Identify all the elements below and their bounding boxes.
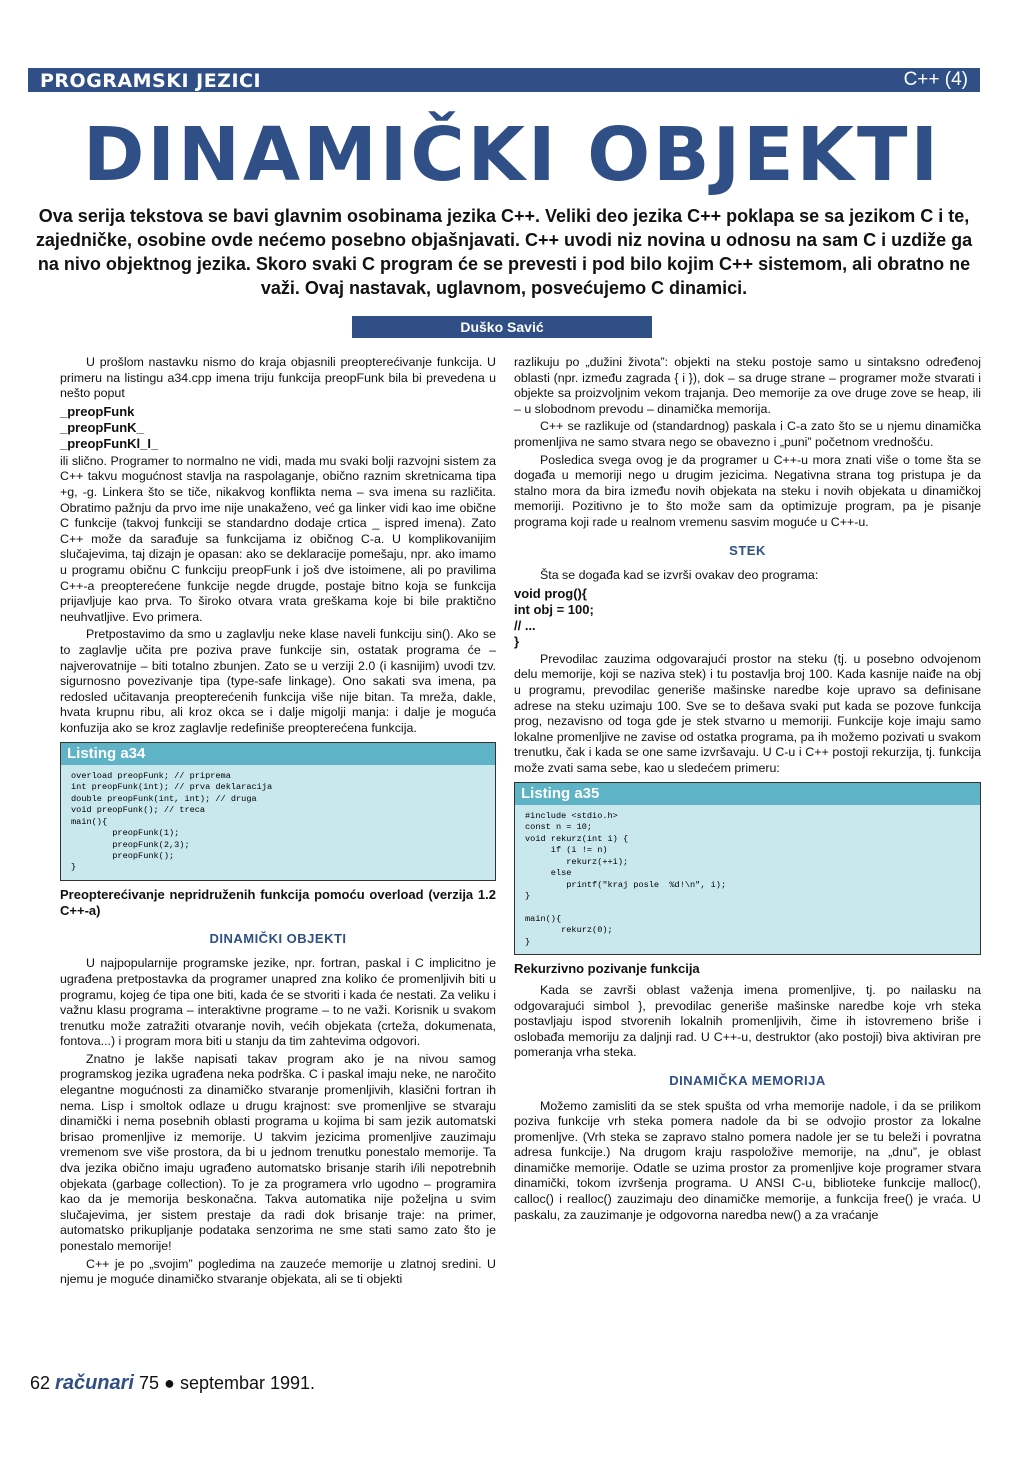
- code-line: void prog(){: [514, 585, 587, 601]
- article-title: DINAMIČKI OBJEKTI: [82, 112, 942, 198]
- listing-caption: Preopterećivanje nepridruženih funkcija pomoću overload (verzija 1.2 C++-a): [60, 886, 496, 918]
- listing-caption: Rekurzivno pozivanje funkcija: [514, 960, 700, 976]
- listing-code: #include <stdio.h> const n = 10; void rekurz(int i) { if (i != n) rekurz(++i); else printf("kraj posle %d!\n", i); } main(){ rekurz(0); }: [515, 805, 980, 954]
- code-example: [514, 586, 981, 650]
- listing-title: Listing a34: [61, 743, 495, 765]
- section-label: PROGRAMSKI JEZICI: [40, 70, 262, 92]
- paragraph: C++ je po „svojim” pogledima na zauzeće memorije u zlatnoj sredini. U njemu je moguće dinamičko stvaranje objekata, ali se ti objekti: [60, 1256, 496, 1287]
- page-number: 62: [30, 1373, 51, 1393]
- listing-title: Listing a35: [515, 783, 980, 805]
- paragraph: Šta se događa kad se izvrši ovakav deo programa:: [540, 568, 819, 583]
- listing-a35: [514, 782, 981, 954]
- paragraph: Prevodilac zauzima odgovarajući prostor na steku (tj. u posebno odvojenom delu memorije, koji se naziva stek) i tu postavlja broj 100. Kada kasnije naiđe na obj u programu, prevodilac generiše mašinske naredbe koje upravo sa definisane adrese na steku uzimaju 100. Sve se to dešava svaki put kada se pozove funkcija prog, nezavisno od toga gde je stek stvarno u memoriji. Funkcije koje imaju samo lokalne promenljive ne zavise od ostatka programa, pa ih možemo pozivati u svakom trenutku, čak i kada se one same izvršavaju. U C-u i C++ postoji rekurzija, tj. funkcija može zvati sama sebe, kao u sledećem primeru:: [514, 651, 981, 775]
- paragraph: U najpopularnije programske jezike, npr. fortran, paskal i C implicitno je ugrađena pretpostavka da programer unapred zna koliko će promenljivih biti u programu, kojeg će tipa one biti, kada će se stvoriti i kada će nestati. Za veliku i važnu klasu programa – interaktivne programe – to ne važi. Korisnik u svakom trenutku može zatražiti otvaranje novih, većih objekata (crteža, dokumenata, fontova...) i program mora biti u stanju da tim zahtevima odgovori.: [60, 956, 496, 1049]
- subheading: DINAMIČKA MEMORIJA: [669, 1072, 826, 1088]
- subheading: DINAMIČKI OBJEKTI: [209, 930, 347, 946]
- listing-code: overload preopFunk; // priprema int preopFunk(int); // prva deklaracija double preopFunk(int, int); // druga void preopFunk(); // treca main(){ preopFunk(1); preopFunk(2,3); preopFunk(); }: [61, 765, 495, 880]
- paragraph: ili slično. Programer to normalno ne vidi, mada mu svaki bolji razvojni sistem za C++ takvu mogućnost stavlja na raspolaganje, obično raznim skretnicama tipa +g, -g. Linkera što se tiče, nikakvog konflikta nema – sva imena su različita. Obratimo pažnju da prvo ime nije unakaženo, već ga linker vidi kao ime obične C funkcije (takvoj funkciji se standardno dodaje crtica _ ispred imena). Zato C++ može da sarađuje sa funkcijama iz običnog C-a. U komplikovanijim slučajevima, taj dizajn je opasan: ako se deklaracije pomešaju, npr. ako imamo u programu običnu C funkciju preopFunk i još dve istoimene, ali po pravilima C++-a preopterećene funkcije negde drugde, postaje bitno koja se funkcija prijavljuje kao prva. To široko otvara vrata greškama koje bi bile praktično neuhvatljive. Evo primera.: [60, 453, 496, 624]
- article-lead: Ova serija tekstova se bavi glavnim osobinama jezika C++. Veliki deo jezika C++ poklapa se sa jezikom C i te, zajedničke, osobine ovde nećemo posebno objašnjavati. C++ uvodi niz novina u odnosu na sam C i uzdiže ga na nivo objektnog jezika. Skoro svaki C program će se prevesti i pod bilo kojim C++ sistemom, ali obratno ne važi. Ovaj nastavak, uglavnom, posvećujemo C dinamici.: [35, 206, 973, 298]
- code-line: int obj = 100;: [514, 601, 594, 617]
- paragraph: Znatno je lakše napisati takav program ako je na nivou samog programskog jezika ugrađena neka podrška. C i paskal imaju neke, ne naročito elegantne mogućnosti za dinamičko stvaranje promenljivih, klasični fortran ih nema. Lisp i smoltok odlaze u drugu krajnost: sve promenljive se stvaraju dinamički i nema posebnih oblasti programa u kojima bi sam jezik automatski brisao promenljive iz memorije. U takvim jezicima promenljive zauzimaju vremenom sve više prostora, da bi u jednom trenutku ponestalo memorije. Ta dva jezika obično imaju ugrađeno automatsko brisanje starih i/ili nepotrebnih objekata (garbage collection). To je za programera vrlo ugodno – programira kao da je memorija beskonačna. Takva automatika nije poželjna u svim slučajevima, jer sistem prestaje da radi dok brisanje traje: na primer, automatsko prikupljanje podataka senzorima ne sme stati samo zato što je ponestalo memorije!: [60, 1051, 496, 1253]
- series-label: C++ (4): [903, 69, 968, 90]
- mangled-name: _preopFunKl_I_: [60, 435, 159, 451]
- paragraph: Kada se završi oblast važenja imena promenljive, tj. po nailasku na odgovarajući simbol }, prevodilac generiše mašinske naredbe koje vrh steka postavljaju ispod stvorenih lokalnih promenljivih, čime ih istovremeno briše i oslobađa memoriju za daljnji rad. U C++-u, destruktor (ako postoji) biva aktiviran pre pomeranja vrha steka.: [514, 982, 981, 1060]
- author-byline: Duško Savić: [352, 316, 652, 338]
- magazine-name: računari: [55, 1372, 134, 1394]
- code-line: // ...: [514, 617, 536, 633]
- bullet: ●: [164, 1373, 175, 1393]
- paragraph: Posledica svega ovog je da programer u C++-u mora znati više o tome šta se događa u memoriji nego u drugim jezicima. Negativna strana tog pristupa je da stalno mora da bira između novih objekata na steku i novih objekata u dinamičkoj memoriji. Pozitivno je to što može sam da optimizuje program, pa je pisanje programa koji rade u realnom vremenu sasvim moguće u C++-u.: [514, 452, 981, 529]
- code-line: }: [514, 633, 520, 649]
- paragraph: Možemo zamisliti da se stek spušta od vrha memorije nadole, i da se prilikom poziva funkcije vrh steka pomera nadole da bi se odvojio prostor za lokalne promenljve. (Vrh steka se zapravo stalno pomera nadole jer se tu beleži i povratna adresa funkcije.) Na drugom kraju raspoložive memorije, na „dnu”, je oblast dinamičke memorije. Odatle se uzima prostor za promenljive koje programer stvara dinamički, tokom izvršenja programa. U ANSI C-u, biblioteke funkcije malloc(), calloc() i realloc() zauzimaju deo dinamičke memorije, a funkcija free() je vraća. U paskalu, za zauzimanje je odgovorna naredba new() a za vraćanje: [514, 1098, 981, 1222]
- page-footer: [30, 1372, 315, 1395]
- listing-a34: [60, 742, 496, 880]
- section-header-bar: [28, 68, 980, 92]
- paragraph: C++ se razlikuje od (standardnog) paskala i C-a zato što se u njemu dinamička promenljiva ne samo stvara nego se obavezno i „puni” početnom vrednošću.: [514, 419, 981, 449]
- paragraph: razlikuju po „dužini života”: objekti na steku postoje samo u sintaksno određenoj oblasti (npr. između zagrada { i }), dok – sa druge strane – programer može stvarati i objekte sa proizvoljnim vekom trajanja. Deo memorije za ove druge zove se heap, ili – u slobodnom prevodu – dinamička memorija.: [514, 355, 981, 416]
- paragraph: Pretpostavimo da smo u zaglavlju neke klase naveli funkciju sin(). Ako se to zaglavlje učita pre poziva prave funkcije sin, ostatak programa će – najverovatnije – biti totalno zbunjen. Zato se u verziji 2.0 (i kasnijim) uvodi tzv. sigurnosno povezivanje tipa (type-safe linkage). Ono sakati sva imena, pa redosled učitavanja preopterećenih funkcija više nije bitan. Ta mreža, dakle, hvata krupnu ribu, ali kroz okca se i dalje migolji manja: i dalje je moguća konfuzija ako se kroz zaglavlje redefiniše preopterećena funkcija.: [60, 627, 496, 735]
- paragraph: U prošlom nastavku nismo do kraja objasnili preopterećivanje funkcija. U primeru na listingu a34.cpp imena triju funkcija preopFunk bila bi prevedena u nešto poput: [60, 355, 496, 401]
- mangled-name: _preopFunk: [60, 403, 135, 419]
- right-column: [514, 355, 981, 1225]
- mangled-names: [60, 404, 496, 452]
- issue-number: 75: [139, 1373, 160, 1393]
- mangled-name: _preopFunK_: [60, 419, 144, 435]
- left-column: [60, 355, 496, 1290]
- subheading: STEK: [729, 542, 766, 558]
- issue-date: septembar 1991.: [179, 1373, 316, 1393]
